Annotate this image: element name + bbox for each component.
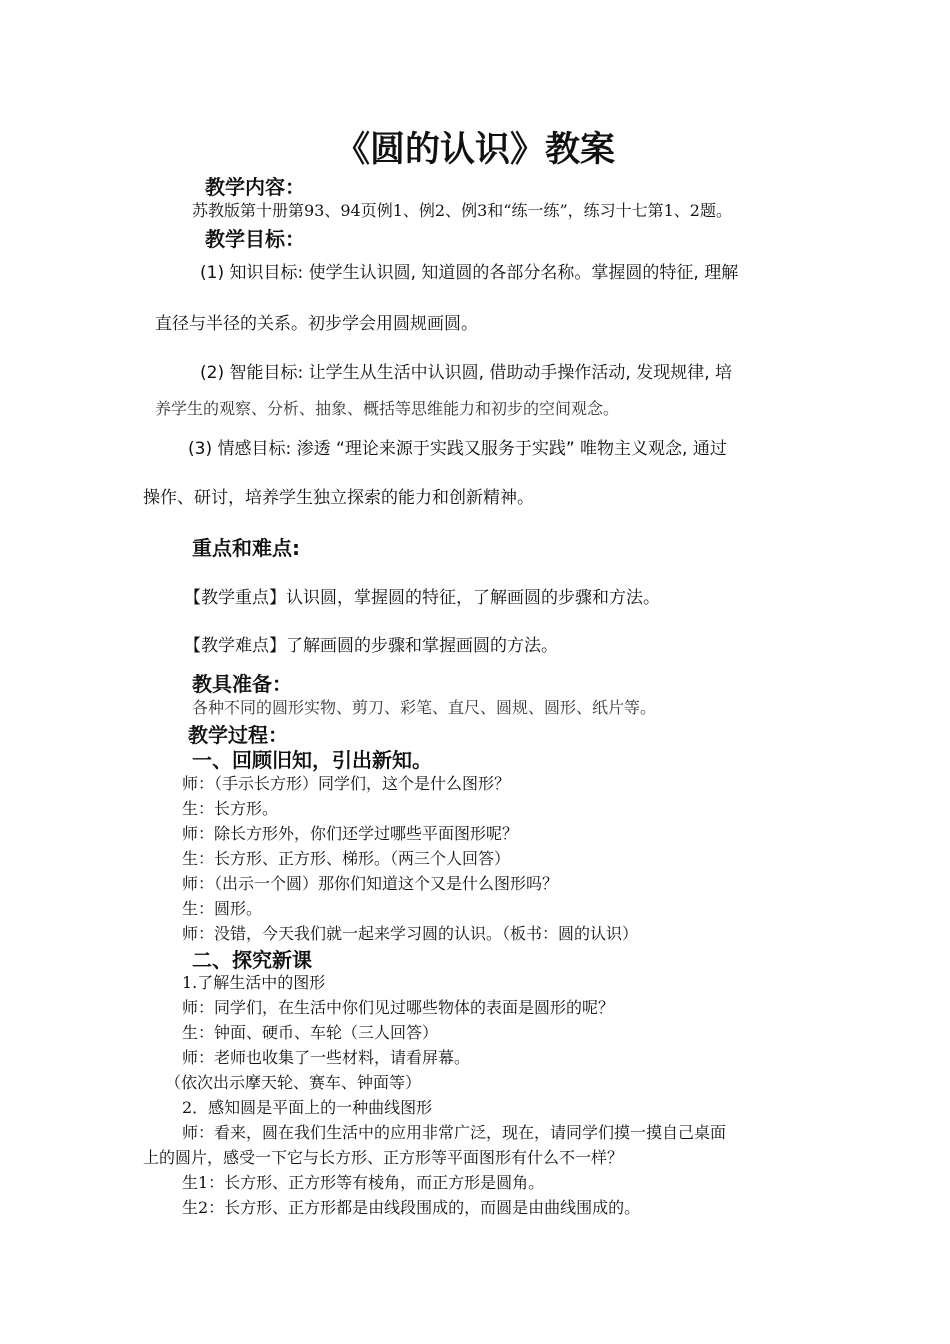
objective-3-line-1: (3) 情感目标: 渗透 “理论来源于实践又服务于实践” 唯物主义观念, 通过 [188, 439, 727, 459]
section-1-line: 生：圆形。 [182, 899, 263, 918]
section-2-line: 师：看来，圆在我们生活中的应用非常广泛，现在，请同学们摸一摸自己桌面 [182, 1123, 727, 1142]
section-2-line: 生1：长方形、正方形等有棱角，而正方形是圆角。 [182, 1173, 545, 1192]
teaching-difficulty: 【教学难点】了解画圆的步骤和掌握画圆的方法。 [184, 636, 558, 656]
materials-text: 各种不同的圆形实物、剪刀、彩笔、直尺、圆规、圆形、纸片等。 [192, 698, 657, 717]
objective-2-line-2: 养学生的观察、分析、抽象、概括等思维能力和初步的空间观念。 [155, 399, 620, 418]
teaching-focus: 【教学重点】认识圆，掌握圆的特征，了解画圆的步骤和方法。 [184, 588, 660, 608]
section-2-heading: 二、探究新课 [192, 948, 312, 972]
section-1-line: 师：没错，今天我们就一起来学习圆的认识。（板书：圆的认识） [182, 924, 639, 943]
section-1-heading: 一、回顾旧知，引出新知。 [192, 748, 432, 772]
section-1-line: 生：长方形。 [182, 799, 279, 818]
section-2-line: 师：老师也收集了一些材料，请看屏幕。 [182, 1048, 471, 1067]
materials-heading: 教具准备： [192, 672, 292, 696]
section-2-line: 师：同学们，在生活中你们见过哪些物体的表面是圆形的呢？ [182, 998, 615, 1017]
section-1-line: 生：长方形、正方形、梯形。（两三个人回答） [182, 849, 511, 868]
section-2-line: 1.了解生活中的图形 [182, 973, 326, 992]
objective-2-line-1: (2) 智能目标: 让学生从生活中认识圆, 借助动手操作活动, 发现规律, 培 [200, 363, 733, 383]
section-2-line: 生2：长方形、正方形都是由线段围成的，而圆是由曲线围成的。 [182, 1198, 641, 1217]
process-heading: 教学过程： [188, 723, 288, 747]
section-1-line: 师：（手示长方形）同学们，这个是什么图形？ [182, 774, 511, 793]
section-2-line: 上的圆片，感受一下它与长方形、正方形等平面图形有什么不一样？ [143, 1148, 624, 1167]
objective-3-line-2: 操作、研讨，培养学生独立探索的能力和创新精神。 [143, 488, 534, 508]
content-text: 苏教版第十册第93、94页例1、例2、例3和“练一练”，练习十七第1、2题。 [192, 201, 732, 220]
keypoints-heading: 重点和难点: [192, 536, 300, 560]
section-1-line: 师：（出示一个圆）那你们知道这个又是什么图形吗？ [182, 874, 559, 893]
section-2-line: 2．感知圆是平面上的一种曲线图形 [182, 1098, 433, 1117]
document-title: 《圆的认识》教案 [334, 130, 615, 170]
objective-1-line-2: 直径与半径的关系。初步学会用圆规画圆。 [155, 314, 478, 334]
objective-1-line-1: (1) 知识目标: 使学生认识圆, 知道圆的各部分名称。掌握圆的特征, 理解 [200, 263, 739, 283]
section-2-line: 生：钟面、硬币、车轮（三人回答） [182, 1023, 439, 1042]
section-2-line: （依次出示摩天轮、赛车、钟面等） [165, 1073, 422, 1092]
objectives-heading: 教学目标： [205, 227, 305, 251]
content-heading: 教学内容： [205, 175, 305, 199]
section-1-line: 师：除长方形外，你们还学过哪些平面图形呢？ [182, 824, 519, 843]
